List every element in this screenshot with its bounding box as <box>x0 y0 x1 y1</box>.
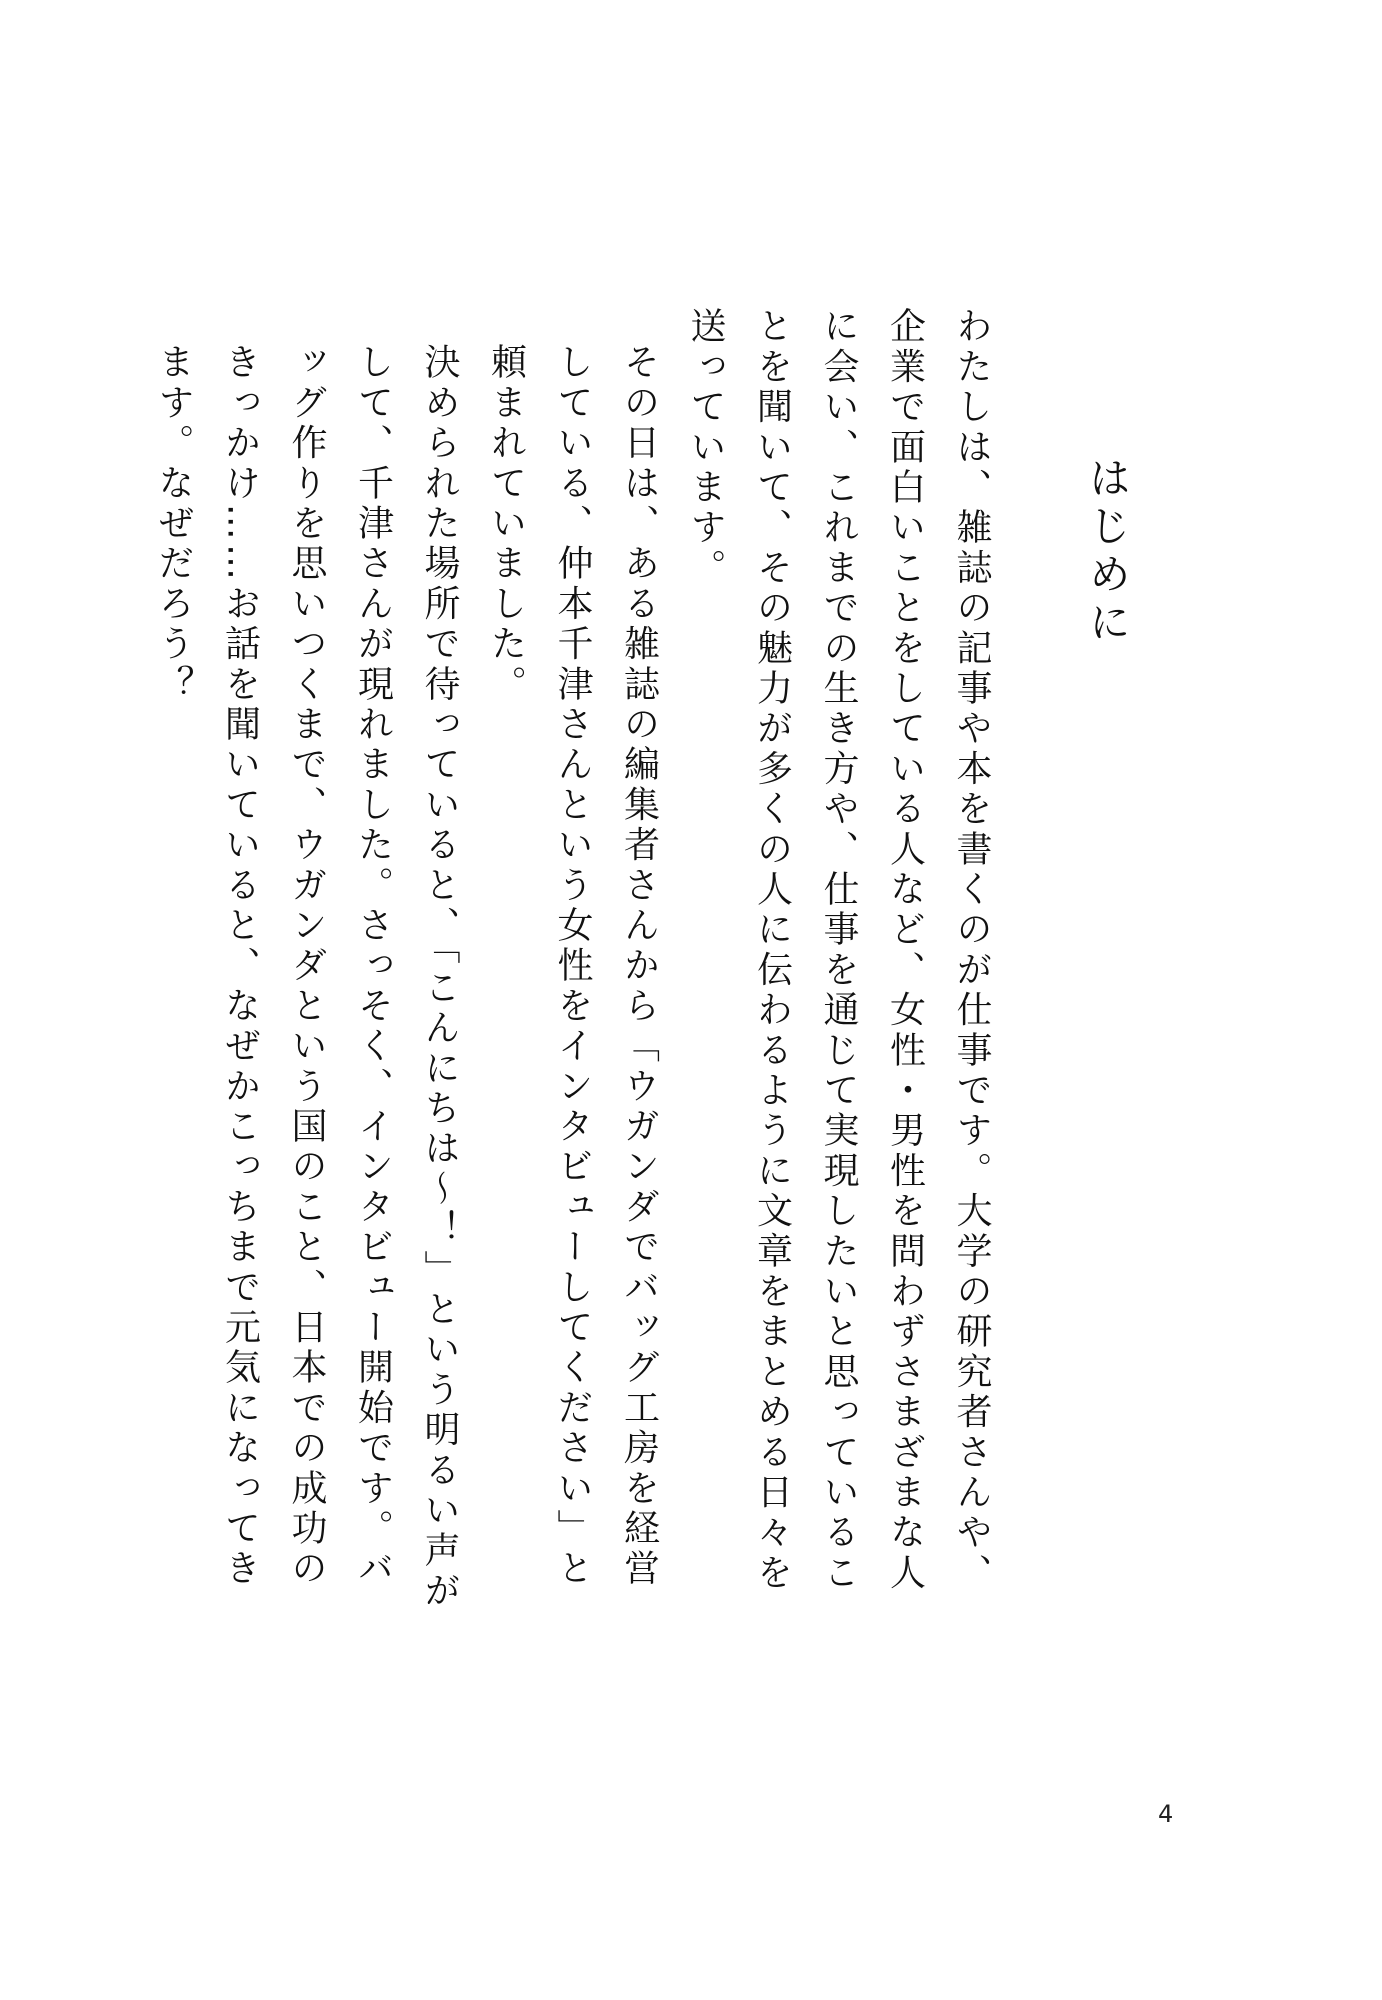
paragraph-3: 決められた場所で待っていると、「こんにちは〜！」という明るい声がして、千津さんが現れました。さっそく、インタビュー開始です。バッグ作りを思いつくまで、ウガンダという国のこと、日本での成功のきっかけ……お話を聞いていると、なぜかこっちまで元気になってきます。なぜだろう？ <box>153 343 460 1612</box>
page-title: はじめに <box>1083 456 1132 648</box>
paragraph-2: その日は、ある雑誌の編集者さんから「ウガンダでバッグ工房を経営している、仲本千津さんという女性をインタビューしてください」と頼まれていました。 <box>485 343 660 1590</box>
body-text <box>140 307 1005 1629</box>
page-number: 4 <box>1158 1800 1174 1828</box>
paragraph-1: わたしは、雑誌の記事や本を書くのが仕事です。大学の研究者さんや、企業で面白いことをしている人など、女性・男性を問わずさまざまな人に会い、これまでの生き方や、仕事を通じて実現したいと思っていることを聞いて、その魅力が多くの人に伝わるように文章をまとめる日々を送っています。 <box>685 307 992 1594</box>
